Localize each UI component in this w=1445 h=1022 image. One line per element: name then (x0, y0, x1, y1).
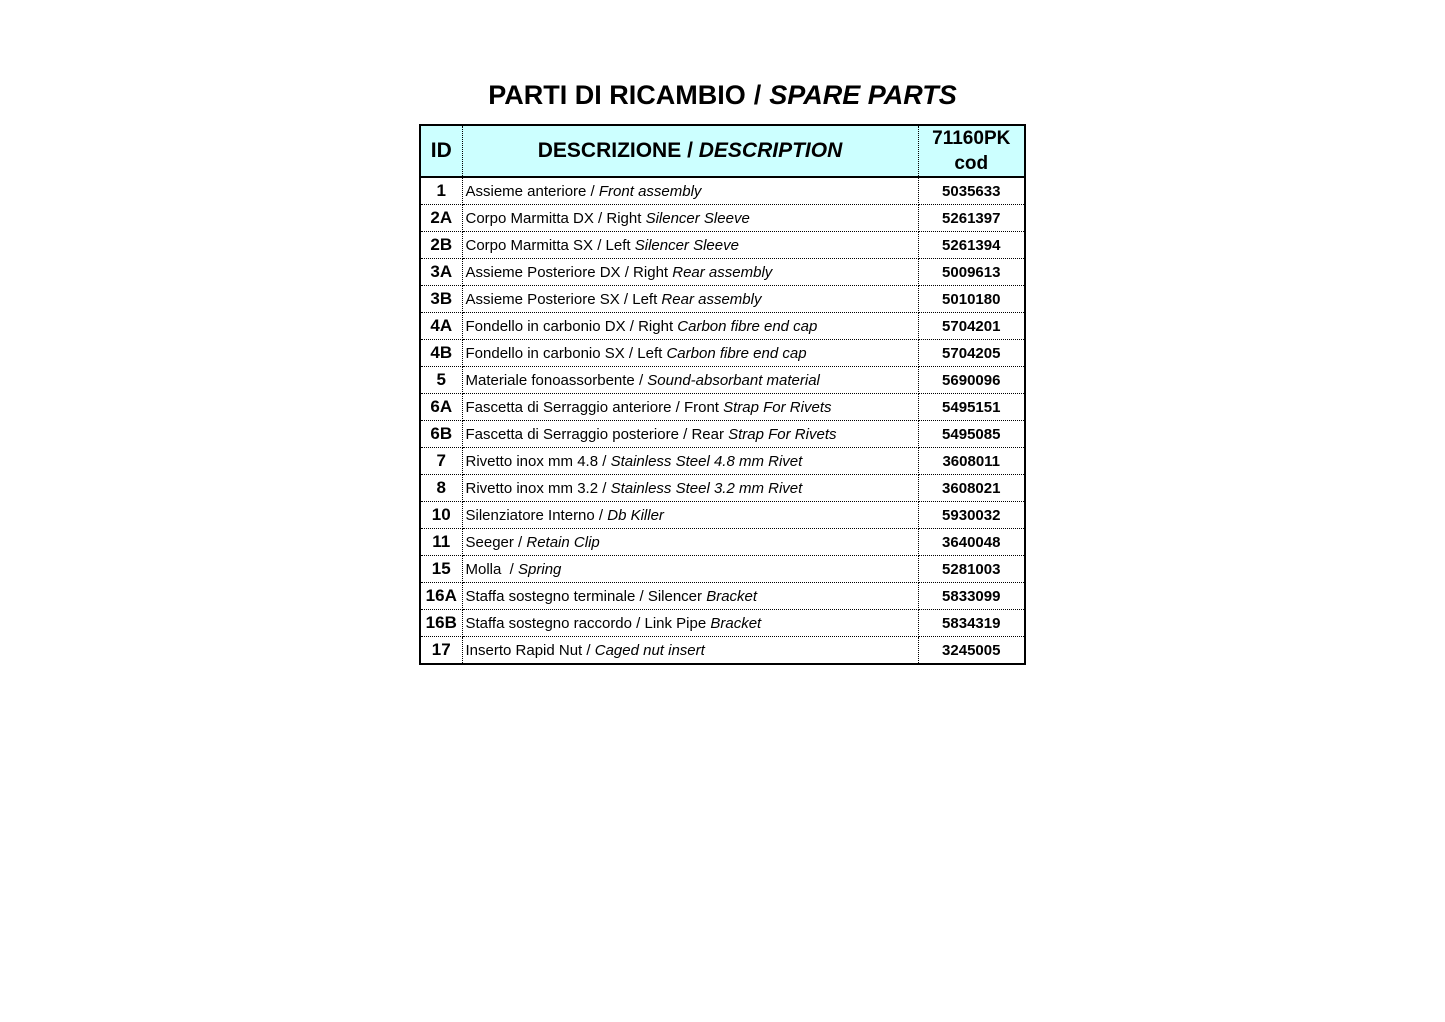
part-id: 6A (420, 394, 462, 421)
part-description (462, 502, 918, 529)
header-code-label: cod (954, 153, 989, 174)
part-description-italian: Fondello in carbonio DX / Right (465, 317, 678, 335)
table-row (420, 259, 1025, 286)
part-description (462, 259, 918, 286)
part-description-english: Carbon fibre end cap (666, 344, 807, 362)
part-id: 8 (420, 475, 462, 502)
part-description-english: Db Killer (607, 506, 664, 524)
part-description (462, 340, 918, 367)
part-code: 5010180 (918, 286, 1025, 313)
part-id: 3A (420, 259, 462, 286)
table-row (420, 637, 1025, 665)
part-id: 11 (420, 529, 462, 556)
table-row (420, 340, 1025, 367)
part-description-english: Stainless Steel 3.2 mm Rivet (610, 479, 803, 497)
part-code: 5834319 (918, 610, 1025, 637)
part-description-italian: Assieme anteriore / (465, 182, 599, 200)
part-id: 4A (420, 313, 462, 340)
part-description-italian: Molla / (465, 560, 519, 578)
part-code: 5930032 (918, 502, 1025, 529)
part-code: 5261397 (918, 205, 1025, 232)
column-header-code (918, 125, 1025, 177)
part-description (462, 448, 918, 475)
title-english: SPARE PARTS (769, 80, 957, 111)
header-description-english: DESCRIPTION (698, 139, 843, 162)
part-description-italian: Materiale fonoassorbente / (465, 371, 648, 389)
title-italian: PARTI DI RICAMBIO (488, 80, 746, 111)
part-description-italian: Corpo Marmitta SX / Left (465, 236, 635, 254)
table-row (420, 286, 1025, 313)
table-row (420, 556, 1025, 583)
part-description-italian: Fondello in carbonio SX / Left (465, 344, 667, 362)
part-description (462, 637, 918, 665)
part-description-italian: Silenziatore Interno / (465, 506, 608, 524)
part-code: 5281003 (918, 556, 1025, 583)
part-description (462, 610, 918, 637)
part-description-english: Strap For Rivets (723, 398, 832, 416)
part-code: 3608021 (918, 475, 1025, 502)
part-description (462, 583, 918, 610)
part-code: 5704201 (918, 313, 1025, 340)
table-row (420, 232, 1025, 259)
part-id: 17 (420, 637, 462, 665)
part-description (462, 232, 918, 259)
table-row (420, 583, 1025, 610)
part-description-english: Silencer Sleeve (634, 236, 739, 254)
table-row (420, 367, 1025, 394)
part-code: 5261394 (918, 232, 1025, 259)
part-description-italian: Fascetta di Serraggio anteriore / Front (465, 398, 724, 416)
table-row (420, 475, 1025, 502)
part-id: 4B (420, 340, 462, 367)
part-description-english: Sound-absorbant material (647, 371, 820, 389)
part-id: 15 (420, 556, 462, 583)
column-header-id: ID (420, 125, 462, 177)
part-id: 1 (420, 177, 462, 205)
part-id: 6B (420, 421, 462, 448)
part-id: 16A (420, 583, 462, 610)
part-description (462, 529, 918, 556)
part-description-italian: Seeger / (465, 533, 527, 551)
table-row (420, 610, 1025, 637)
part-description-english: Silencer Sleeve (645, 209, 750, 227)
table-header (420, 125, 1025, 177)
part-description-english: Bracket (706, 587, 758, 605)
part-description-italian: Rivetto inox mm 4.8 / (465, 452, 611, 470)
part-description (462, 475, 918, 502)
part-description-italian: Staffa sostegno raccordo / Link Pipe (465, 614, 711, 632)
part-description-english: Rear assembly (672, 263, 773, 281)
part-description-english: Strap For Rivets (728, 425, 837, 443)
part-description-english: Bracket (710, 614, 762, 632)
table-row (420, 177, 1025, 205)
part-description (462, 556, 918, 583)
part-id: 10 (420, 502, 462, 529)
part-description-english: Retain Clip (526, 533, 600, 551)
part-id: 2B (420, 232, 462, 259)
part-description-english: Carbon fibre end cap (677, 317, 818, 335)
table-row (420, 205, 1025, 232)
table-body (420, 177, 1025, 664)
part-description (462, 394, 918, 421)
part-code: 5690096 (918, 367, 1025, 394)
header-code-model: 71160PK (932, 128, 1011, 149)
title-separator: / (753, 80, 762, 111)
part-description-english: Stainless Steel 4.8 mm Rivet (610, 452, 803, 470)
table-row (420, 421, 1025, 448)
table-row (420, 529, 1025, 556)
part-code: 5495151 (918, 394, 1025, 421)
part-description-italian: Staffa sostegno terminale / Silencer (465, 587, 707, 605)
part-description-english: Spring (518, 560, 562, 578)
part-description (462, 177, 918, 205)
part-description-italian: Assieme Posteriore SX / Left (465, 290, 662, 308)
part-id: 2A (420, 205, 462, 232)
part-description (462, 313, 918, 340)
part-description-italian: Corpo Marmitta DX / Right (465, 209, 646, 227)
part-description-english: Caged nut insert (594, 641, 705, 659)
header-description-italian: DESCRIZIONE / (537, 139, 699, 162)
part-description-italian: Inserto Rapid Nut / (465, 641, 595, 659)
part-description-english: Front assembly (598, 182, 702, 200)
part-description-english: Rear assembly (661, 290, 762, 308)
part-code: 5833099 (918, 583, 1025, 610)
table-row (420, 502, 1025, 529)
header-row (420, 125, 1025, 177)
part-id: 16B (420, 610, 462, 637)
part-description-italian: Rivetto inox mm 3.2 / (465, 479, 611, 497)
part-description-italian: Assieme Posteriore DX / Right (465, 263, 673, 281)
spare-parts-table (419, 124, 1026, 665)
table-row (420, 313, 1025, 340)
part-id: 7 (420, 448, 462, 475)
part-description (462, 367, 918, 394)
part-code: 5035633 (918, 177, 1025, 205)
part-id: 5 (420, 367, 462, 394)
part-code: 5704205 (918, 340, 1025, 367)
part-id: 3B (420, 286, 462, 313)
column-header-description (462, 125, 918, 177)
page-title (0, 76, 1445, 114)
part-code: 5495085 (918, 421, 1025, 448)
part-description-italian: Fascetta di Serraggio posteriore / Rear (465, 425, 729, 443)
part-code: 3608011 (918, 448, 1025, 475)
part-code: 3245005 (942, 641, 1001, 659)
part-description (462, 286, 918, 313)
part-code: 5009613 (918, 259, 1025, 286)
part-description (462, 205, 918, 232)
table-row (420, 448, 1025, 475)
part-description (462, 421, 918, 448)
part-code: 3640048 (918, 529, 1025, 556)
table-row (420, 394, 1025, 421)
